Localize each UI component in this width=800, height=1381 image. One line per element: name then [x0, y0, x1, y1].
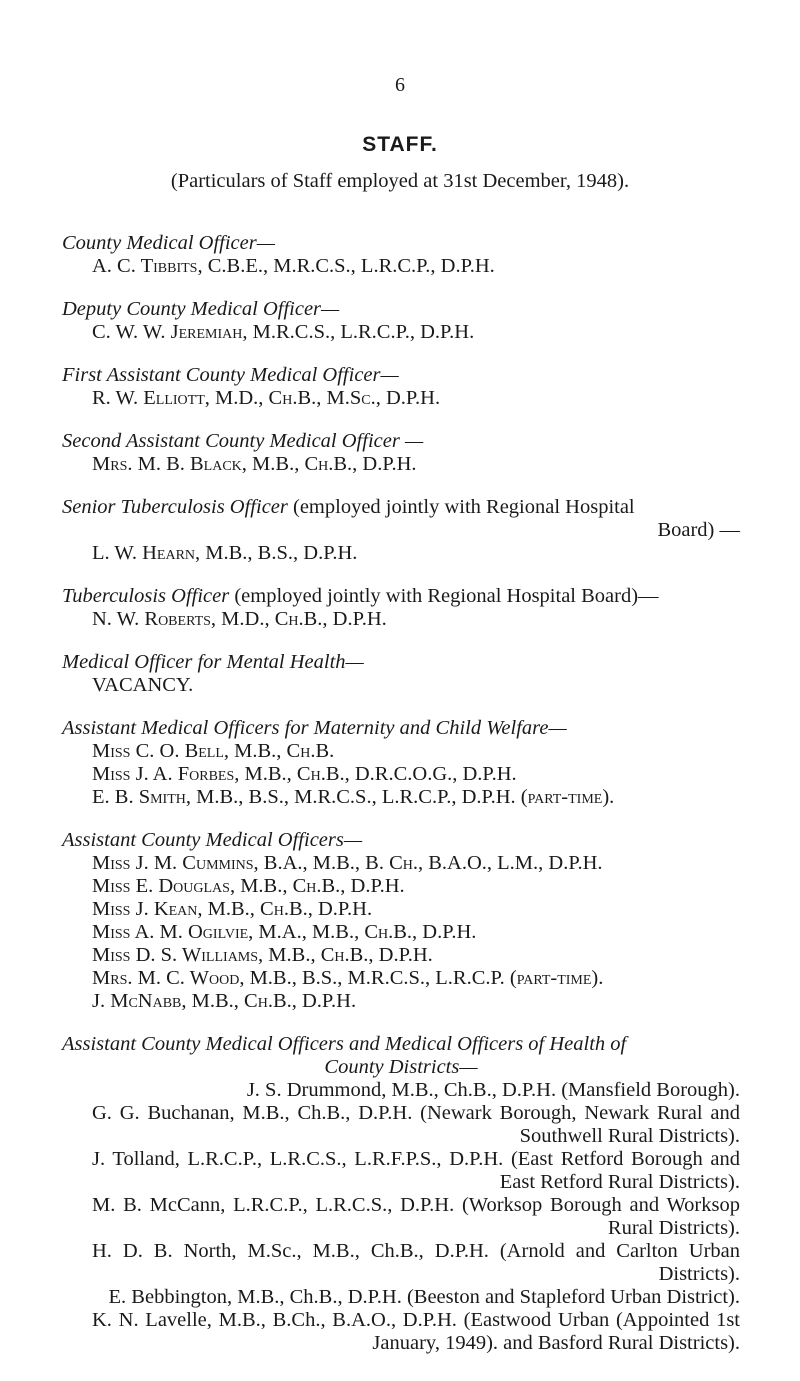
- staff-entry: Mrs. M. C. Wood, M.B., B.S., M.R.C.S., L.R.C.P. (part-time).: [92, 967, 604, 989]
- staff-entry: J. Tolland, L.R.C.P., L.R.C.S., L.R.F.P.S., D.P.H. (East Retford Borough and East Retford Rural Districts).: [92, 1148, 740, 1193]
- staff-entry: VACANCY.: [92, 674, 194, 696]
- section-title: Assistant County Medical Officers and Medical Officers of Health of: [62, 1033, 627, 1055]
- staff-entry: E. B. Smith, M.B., B.S., M.R.C.S., L.R.C.P., D.P.H. (part-time).: [92, 786, 615, 808]
- section-tuberculosis-officer: [62, 585, 740, 631]
- section-title: Tuberculosis Officer: [62, 585, 230, 607]
- staff-entry: Miss J. A. Forbes, M.B., Ch.B., D.R.C.O.G., D.P.H.: [92, 763, 517, 785]
- staff-entry: Miss J. Kean, M.B., Ch.B., D.P.H.: [92, 898, 373, 920]
- section-assistant-county-medical-officers: [62, 829, 740, 1013]
- staff-entry: Mrs. M. B. Black, M.B., Ch.B., D.P.H.: [92, 453, 417, 475]
- section-title-suffix: (employed jointly with Regional Hospital: [293, 496, 635, 518]
- section-county-medical-officer: [62, 232, 740, 278]
- section-title: Assistant County Medical Officers—: [62, 829, 363, 851]
- staff-entry: J. McNabb, M.B., Ch.B., D.P.H.: [92, 990, 357, 1012]
- section-district-medical-officers: [62, 1033, 740, 1355]
- section-deputy-county-medical-officer: [62, 298, 740, 344]
- staff-entry: E. Bebbington, M.B., Ch.B., D.P.H. (Beeston and Stapleford Urban District).: [108, 1286, 740, 1308]
- staff-entry: L. W. Hearn, M.B., B.S., D.P.H.: [92, 542, 358, 564]
- staff-entry: K. N. Lavelle, M.B., B.Ch., B.A.O., D.P.H. (Eastwood Urban (Appointed 1st January, 1949). and Basford Rural Districts).: [92, 1309, 740, 1354]
- staff-list: [62, 232, 740, 1375]
- staff-entry: Miss D. S. Williams, M.B., Ch.B., D.P.H.: [92, 944, 433, 966]
- section-second-assistant: [62, 430, 740, 476]
- page-subheading: (Particulars of Staff employed at 31st December, 1948).: [170, 170, 630, 192]
- page-number: 6: [395, 74, 405, 96]
- staff-entry: Miss E. Douglas, M.B., Ch.B., D.P.H.: [92, 875, 405, 897]
- staff-entry: H. D. B. North, M.Sc., M.B., Ch.B., D.P.H. (Arnold and Carlton Urban Districts).: [92, 1240, 740, 1285]
- staff-entry: C. W. W. Jeremiah, M.R.C.S., L.R.C.P., D.P.H.: [92, 321, 475, 343]
- section-title-suffix-cont: Board) —: [657, 519, 740, 541]
- staff-entry: R. W. Elliott, M.D., Ch.B., M.Sc., D.P.H.: [92, 387, 441, 409]
- section-first-assistant: [62, 364, 740, 410]
- staff-entry: Miss A. M. Ogilvie, M.A., M.B., Ch.B., D.P.H.: [92, 921, 477, 943]
- page-heading: STAFF.: [362, 133, 438, 156]
- staff-entry: M. B. McCann, L.R.C.P., L.R.C.S., D.P.H. (Worksop Borough and Worksop Rural Districts).: [92, 1194, 740, 1239]
- section-title-suffix: (employed jointly with Regional Hospital Board)—: [234, 585, 659, 607]
- section-title: Second Assistant County Medical Officer —: [62, 430, 424, 452]
- section-senior-tuberculosis-officer: [62, 496, 740, 565]
- staff-entry: G. G. Buchanan, M.B., Ch.B., D.P.H. (Newark Borough, Newark Rural and Southwell Rural Districts).: [92, 1102, 740, 1147]
- staff-entry: Miss J. M. Cummins, B.A., M.B., B. Ch., B.A.O., L.M., D.P.H.: [92, 852, 603, 874]
- section-title: Deputy County Medical Officer—: [62, 298, 340, 320]
- staff-entry: A. C. Tibbits, C.B.E., M.R.C.S., L.R.C.P., D.P.H.: [92, 255, 495, 277]
- section-title-line: [62, 585, 740, 608]
- section-title: Medical Officer for Mental Health—: [62, 651, 364, 673]
- section-title-line: [62, 496, 740, 519]
- section-mental-health: [62, 651, 740, 697]
- staff-entry: J. S. Drummond, M.B., Ch.B., D.P.H. (Mansfield Borough).: [246, 1079, 740, 1101]
- section-title: First Assistant County Medical Officer—: [62, 364, 399, 386]
- staff-entry: Miss C. O. Bell, M.B., Ch.B.: [92, 740, 335, 762]
- section-maternity-child-welfare: [62, 717, 740, 809]
- section-title: Senior Tuberculosis Officer: [62, 496, 288, 518]
- section-title-cont: County Districts—: [324, 1056, 478, 1078]
- section-title: Assistant Medical Officers for Maternity and Child Welfare—: [62, 717, 567, 739]
- section-title: County Medical Officer—: [62, 232, 275, 254]
- staff-entry: N. W. Roberts, M.D., Ch.B., D.P.H.: [92, 608, 387, 630]
